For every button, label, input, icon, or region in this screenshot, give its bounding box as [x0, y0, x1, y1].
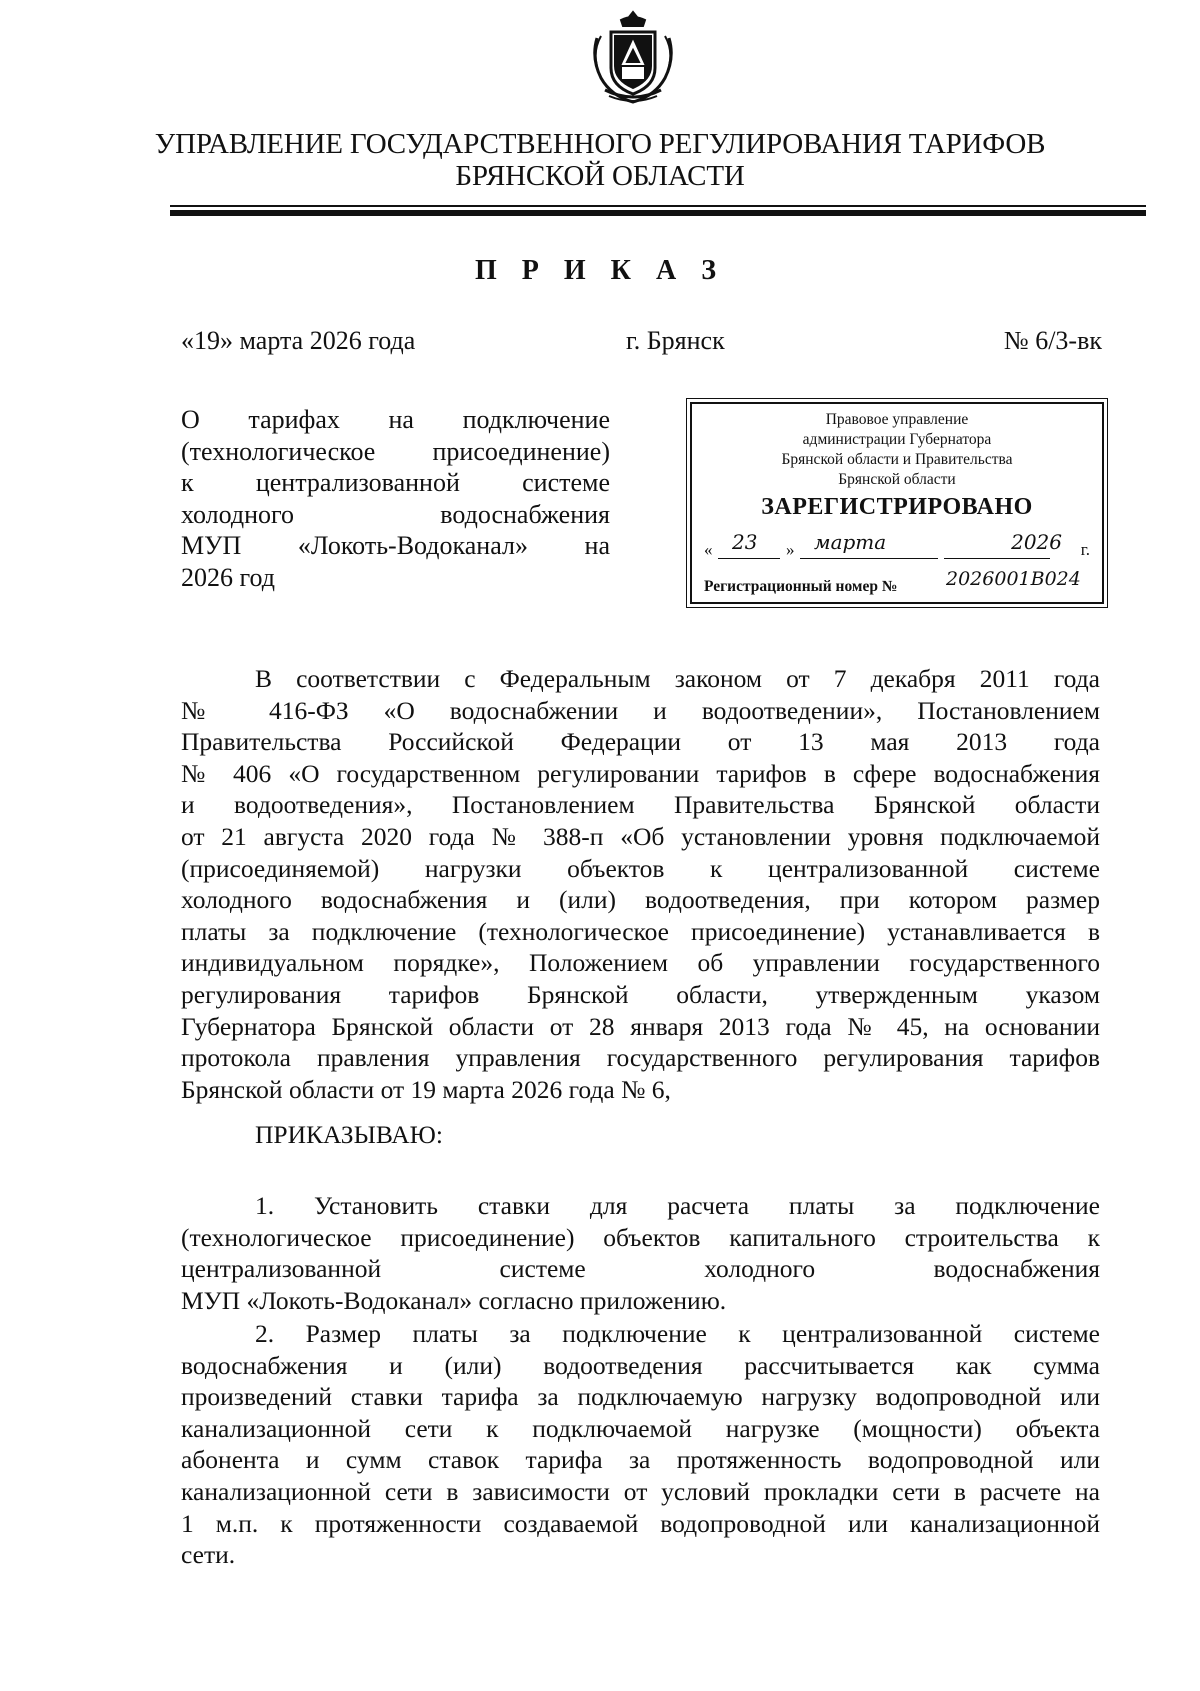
subject-line: (технологическое присоединение)	[181, 436, 610, 466]
stamp-year-underline	[944, 558, 1050, 559]
stamp-authority-line: администрации Губернатора	[802, 431, 992, 448]
coat-of-arms-emblem	[587, 8, 679, 106]
order-word: ПРИКАЗЫВАЮ:	[255, 1120, 443, 1149]
order-subject	[181, 404, 610, 593]
stamp-month-underline	[800, 558, 938, 559]
subject-line: О тарифах на подключение	[181, 405, 610, 434]
preamble-line: Правительства Российской Федерации от 13 мая 2013 года	[181, 727, 1100, 757]
order-number: № 6/3-вк	[1003, 326, 1102, 355]
item-line: 2. Размер платы за подключение к централизованной системе	[255, 1319, 1100, 1348]
organization-name-line-2: БРЯНСКОЙ ОБЛАСТИ	[455, 160, 745, 192]
subject-line: 2026 год	[181, 562, 275, 592]
item-line: водоснабжения и (или) водоотведения рассчитывается как сумма	[181, 1350, 1100, 1380]
stamp-day-handwritten: 23	[732, 530, 758, 554]
preamble-line: В соответствии с Федеральным законом от 7 декабря 2011 года	[255, 664, 1100, 693]
order-item-2	[181, 1318, 1100, 1571]
preamble-line: холодного водоснабжения и (или) водоотведения, при котором размер	[181, 885, 1100, 915]
item-line: сети.	[181, 1540, 236, 1570]
preamble-line: протокола правления управления государственного регулирования тарифов	[181, 1043, 1100, 1073]
item-line: 1. Установить ставки для расчета платы за подключение	[255, 1191, 1100, 1220]
subject-line: холодного водоснабжения	[181, 499, 610, 529]
subject-line: к централизованной системе	[181, 468, 610, 497]
preamble-line: Губернатора Брянской области от 28 января 2013 года № 45, на основании	[181, 1011, 1100, 1041]
preamble-line: (присоединяемой) нагрузки объектов к централизованной системе	[181, 853, 1100, 883]
preamble-line: Брянской области от 19 марта 2026 года № 6,	[181, 1074, 671, 1104]
stamp-registration-date	[704, 530, 1090, 560]
item-line: (технологическое присоединение) объектов капитального строительства к	[181, 1222, 1100, 1252]
subject-line: МУП «Локоть-Водоканал» на	[181, 531, 610, 560]
stamp-year-suffix: г.	[1080, 540, 1090, 559]
header-divider-thick	[170, 210, 1146, 216]
order-date: «19» марта 2026 года	[181, 326, 416, 355]
stamp-close-quote: »	[786, 540, 795, 559]
stamp-status: ЗАРЕГИСТРИРОВАНО	[761, 494, 1033, 520]
item-line: канализационной сети в зависимости от условий прокладки сети в расчете на	[181, 1476, 1100, 1506]
stamp-month-handwritten: марта	[814, 530, 887, 554]
stamp-authority-line: Правовое управление	[825, 411, 969, 428]
order-item-1	[181, 1190, 1100, 1316]
item-line: 1 м.п. к протяженности создаваемой водопроводной или канализационной	[181, 1508, 1100, 1538]
preamble-line: № 416-ФЗ «О водоснабжении и водоотведении», Постановлением	[181, 695, 1100, 725]
item-line: абонента и сумм ставок тарифа за протяженность водопроводной или	[181, 1445, 1100, 1475]
item-line: МУП «Локоть-Водоканал» согласно приложению.	[181, 1285, 727, 1315]
stamp-year-handwritten: 2026	[1011, 530, 1062, 554]
organization-name-line-1: УПРАВЛЕНИЕ ГОСУДАРСТВЕННОГО РЕГУЛИРОВАНИЯ ТАРИФОВ	[154, 128, 1046, 160]
preamble-line: от 21 августа 2020 года № 388-п «Об установлении уровня подключаемой	[181, 821, 1100, 851]
stamp-registration-label: Регистрационный номер №	[704, 578, 898, 595]
stamp-registration-number: 2026001В024	[946, 568, 1081, 590]
preamble-line: индивидуальном порядке», Положением об управлении государственного	[181, 948, 1100, 978]
item-line: канализационной сети к подключаемой нагрузке (мощности) объекта	[181, 1413, 1100, 1443]
stamp-authority-line: Брянской области и Правительства	[781, 451, 1013, 468]
header-divider-thin	[170, 205, 1146, 207]
preamble-paragraph	[181, 663, 1100, 1105]
item-line: произведений ставки тарифа за подключаемую нагрузку водопроводной или	[181, 1382, 1100, 1412]
item-line: централизованной системе холодного водоснабжения	[181, 1254, 1100, 1284]
stamp-authority-line: Брянской области	[838, 471, 956, 488]
registration-stamp	[690, 402, 1104, 604]
preamble-line: и водоотведения», Постановлением Правительства Брянской области	[181, 790, 1100, 820]
preamble-line: платы за подключение (технологическое присоединение) устанавливается в	[181, 916, 1100, 946]
stamp-day-underline	[718, 558, 780, 559]
order-city: г. Брянск	[626, 326, 725, 355]
preamble-line: регулирования тарифов Брянской области, утвержденным указом	[181, 979, 1100, 1009]
document-type-title: П Р И К А З	[475, 255, 725, 286]
preamble-line: № 406 «О государственном регулировании тарифов в сфере водоснабжения	[181, 758, 1100, 788]
stamp-open-quote: «	[704, 540, 713, 559]
